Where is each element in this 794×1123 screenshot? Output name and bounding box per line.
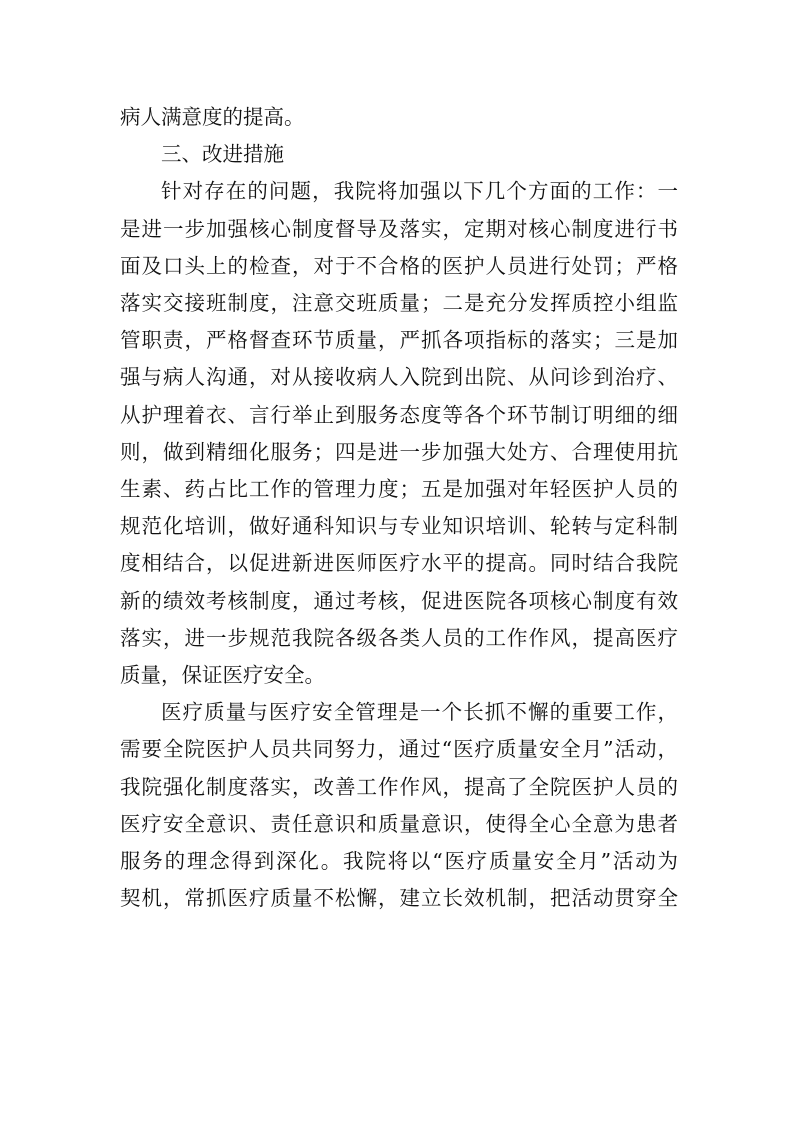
text-line: 是进一步加强核心制度督导及落实，定期对核心制度进行书 — [120, 216, 678, 241]
text-line: 新的绩效考核制度，通过考核，促进医院各项核心制度有效 — [120, 588, 678, 613]
text-line: 规范化培训，做好通科知识与专业知识培训、轮转与定科制 — [120, 514, 678, 539]
text-line: 强与病人沟通，对从接收病人入院到出院、从问诊到治疗、 — [120, 365, 678, 390]
text-line: 需要全院医护人员共同努力，通过“医疗质量安全月”活动， — [120, 737, 678, 762]
text-line: 病人满意度的提高。 — [120, 105, 305, 129]
text-line: 落实交接班制度，注意交班质量；二是充分发挥质控小组监 — [120, 291, 678, 316]
text-line: 医疗质量与医疗安全管理是一个长抓不懈的重要工作， — [161, 700, 678, 725]
text-line: 针对存在的问题，我院将加强以下几个方面的工作：一 — [161, 179, 678, 204]
document-body — [120, 99, 678, 917]
text-line: 契机，常抓医疗质量不松懈，建立长效机制，把活动贯穿全 — [120, 886, 678, 911]
text-line: 生素、药占比工作的管理力度；五是加强对年轻医护人员的 — [120, 477, 678, 502]
text-line: 医疗安全意识、责任意识和质量意识，使得全心全意为患者 — [120, 811, 678, 836]
text-line: 则，做到精细化服务；四是进一步加强大处方、合理使用抗 — [120, 439, 678, 464]
text-line: 度相结合，以促进新进医师医疗水平的提高。同时结合我院 — [120, 551, 678, 576]
text-line: 服务的理念得到深化。我院将以“医疗质量安全月”活动为 — [120, 849, 678, 874]
text-line: 质量，保证医疗安全。 — [120, 663, 325, 688]
text-line: 落实，进一步规范我院各级各类人员的工作作风，提高医疗 — [120, 625, 678, 650]
text-line: 从护理着衣、言行举止到服务态度等各个环节制订明细的细 — [120, 402, 678, 427]
text-line: 我院强化制度落实，改善工作作风，提高了全院医护人员的 — [120, 774, 678, 799]
text-line: 三、改进措施 — [161, 142, 284, 167]
text-line: 管职责，严格督查环节质量，严抓各项指标的落实；三是加 — [120, 328, 678, 353]
text-line: 面及口头上的检查，对于不合格的医护人员进行处罚；严格 — [120, 253, 678, 278]
